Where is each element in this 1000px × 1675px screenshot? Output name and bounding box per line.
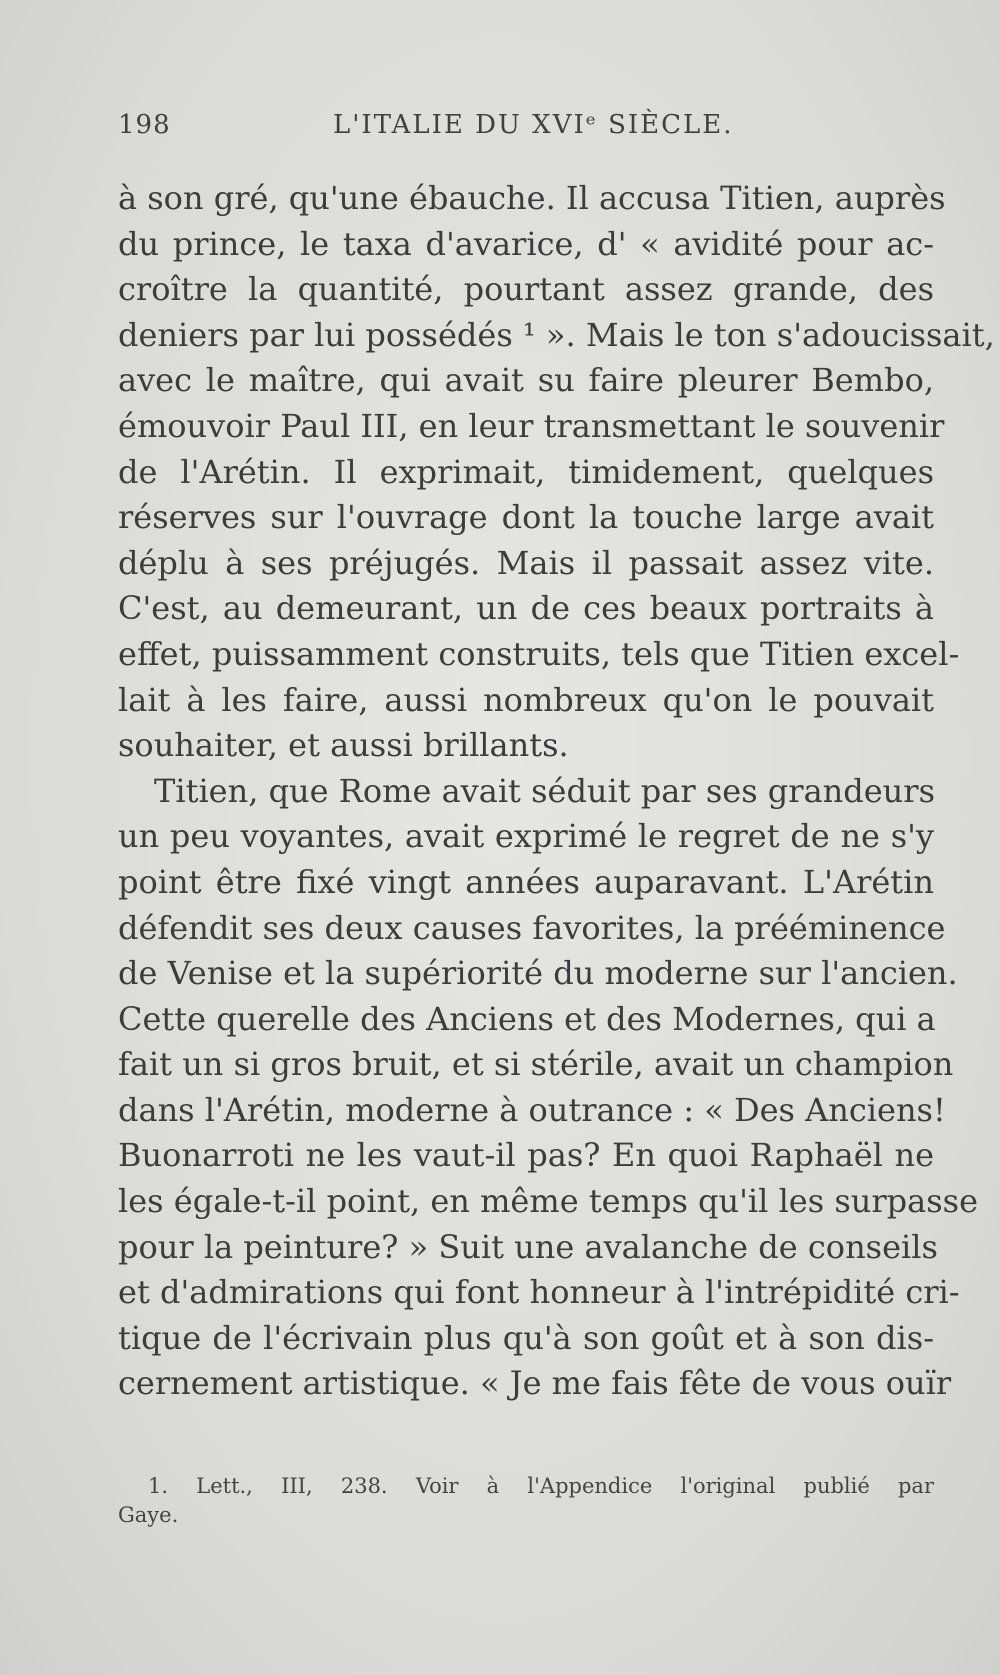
running-head: L'ITALIE DU XVIᵉ SIÈCLE. xyxy=(333,110,734,140)
text-line: du prince, le taxa d'avarice, d' « avidité pour ac- xyxy=(118,224,934,263)
text-line: croître la quantité, pourtant assez grande, des xyxy=(118,270,934,309)
text-line: pour la peinture? » Suit une avalanche de conseils xyxy=(118,1227,938,1266)
text-line: déplu à ses préjugés. Mais il passait assez vite. xyxy=(118,543,934,582)
text-line: dans l'Arétin, moderne à outrance : « Des Anciens! xyxy=(118,1090,946,1129)
text-line: cernement artistique. « Je me fais fête de vous ouïr xyxy=(118,1364,952,1403)
text-line: point être fixé vingt années auparavant. L'Arétin xyxy=(118,862,934,901)
text-line: et d'admirations qui font honneur à l'intrépidité cri- xyxy=(118,1273,960,1312)
text-line: Cette querelle des Anciens et des Modernes, qui a xyxy=(118,999,936,1038)
text-line: deniers par lui possédés ¹ ». Mais le ton s'adoucissait, xyxy=(118,315,995,354)
page-header xyxy=(118,110,934,150)
text-line: C'est, au demeurant, un de ces beaux portraits à xyxy=(118,589,934,628)
text-line: effet, puissamment construits, tels que Titien excel- xyxy=(118,634,960,673)
text-line: réserves sur l'ouvrage dont la touche large avait xyxy=(118,498,934,537)
footnote-line: 1. Lett., III, 238. Voir à l'Appendice l'original publié par xyxy=(148,1474,934,1498)
text-line: un peu voyantes, avait exprimé le regret de ne s'y xyxy=(118,817,934,856)
text-line: fait un si gros bruit, et si stérile, avait un champion xyxy=(118,1045,954,1084)
text-line: souhaiter, et aussi brillants. xyxy=(118,726,569,765)
text-line: défendit ses deux causes favorites, la prééminence xyxy=(118,908,946,947)
text-line: de l'Arétin. Il exprimait, timidement, quelques xyxy=(118,452,934,491)
body-text xyxy=(118,176,995,1407)
text-line: à son gré, qu'une ébauche. Il accusa Titien, auprès xyxy=(118,179,946,217)
text-line: les égale-t-il point, en même temps qu'il les surpasse xyxy=(118,1182,978,1221)
text-line: Titien, que Rome avait séduit par ses grandeurs xyxy=(154,771,935,810)
text-line: lait à les faire, aussi nombreux qu'on le pouvait xyxy=(118,680,934,719)
text-line: de Venise et la supériorité du moderne sur l'ancien. xyxy=(118,954,958,993)
text-line: tique de l'écrivain plus qu'à son goût et à son dis- xyxy=(118,1318,934,1357)
footnote-line: Gaye. xyxy=(118,1503,179,1527)
footnote xyxy=(118,1472,934,1530)
page-number: 198 xyxy=(118,110,171,140)
text-line: avec le maître, qui avait su faire pleurer Bembo, xyxy=(118,361,934,400)
text-line: Buonarroti ne les vaut-il pas? En quoi Raphaël ne xyxy=(118,1136,934,1175)
text-line: émouvoir Paul III, en leur transmettant le souvenir xyxy=(118,406,945,445)
